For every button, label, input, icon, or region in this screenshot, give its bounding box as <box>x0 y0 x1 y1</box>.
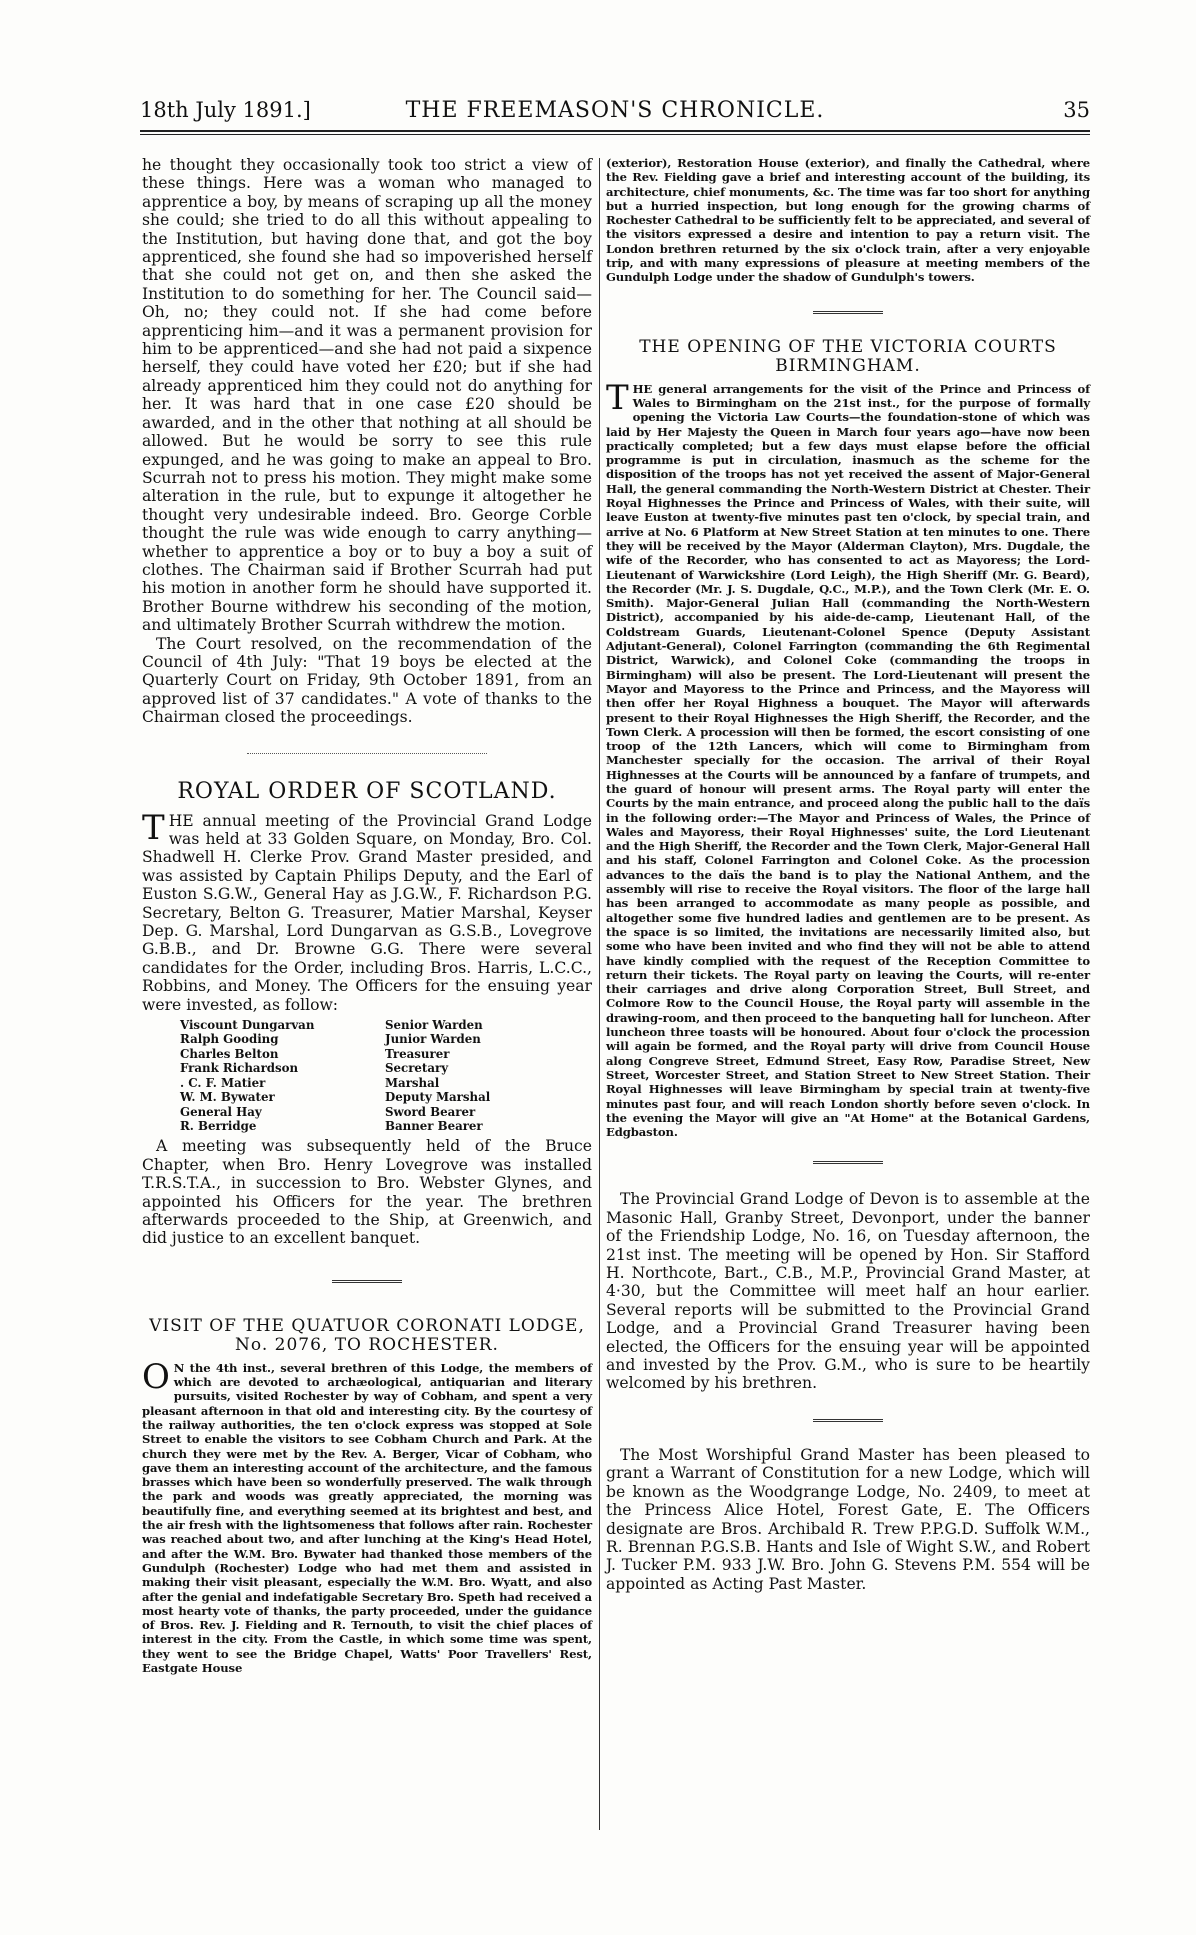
royal-order-paragraph <box>142 807 592 1014</box>
devon-paragraph: The Provincial Grand Lodge of Devon is to assemble at the Masonic Hall, Granby Street, Devonport, under the banner of the Friendship Lodge, No. 16, on Tuesday afternoon, the 21st inst. The meeting will be opened by Hon. Sir Stafford H. Northcote, Bart., C.B., M.P., Provincial Grand Master, at 4·30, but the Committee will meet half an hour earlier. Several reports will be submitted to the Provincial Grand Lodge, and a Provincial Grand Treasurer having been elected, the Officers for the ensuing year will be appointed and invested by the Prov. G.M., who is sure to be heartily welcomed by his brethren. <box>606 1190 1090 1393</box>
quatuor-continued-paragraph: (exterior), Restoration House (exterior), and finally the Cathedral, where the Rev. Fielding gave a brief and interesting account of the building, its architecture, chief monuments, &c. The time was far too short for anything but a hurried inspection, but long enough for the growing charms of Rochester Cathedral to be sufficiently felt to be appreciated, and several of the visitors expressed a desire and intention to pay a return visit. The London brethren returned by the six o'clock train, after a very enjoyable trip, and with many expressions of pleasure at meeting members of the Gundulph Lodge under the shadow of Gundulph's towers. <box>606 156 1090 285</box>
column-divider <box>599 158 600 1830</box>
right-column <box>606 156 1090 1593</box>
issue-date: 18th July 1891.] <box>140 98 311 122</box>
dropcap-letter: O <box>142 1356 170 1397</box>
officer-row <box>180 1047 560 1061</box>
dropcap-letter: T <box>606 377 629 418</box>
officer-name: Charles Belton <box>180 1046 279 1061</box>
quatuor-paragraph <box>142 1356 592 1676</box>
left-column <box>142 156 592 1675</box>
page-header <box>140 98 1090 130</box>
royal-order-text: HE annual meeting of the Provincial Grand Lodge was held at 33 Golden Square, on Monday, Bro. Col. Shadwell H. Clerke Prov. Grand Master presided, and was assisted by Captain Philips Deputy, and the Earl of Euston S.G.W., General Hay as J.G.W., F. Richardson P.G. Secretary, Belton G. Treasurer, Matier Marshal, Keyser Dep. G. Marshal, Lord Dungarvan as G.S.B., Lovegrove G.B.B., and Dr. Browne G.G. There were several candidates for the Order, including Bros. Harris, L.C.C., Robbins, and Money. The Officers for the ensuing year were invested, as follow: <box>142 811 592 1014</box>
officer-row <box>180 1032 560 1046</box>
publication-title: THE FREEMASON'S CHRONICLE. <box>405 98 825 123</box>
officer-name: Ralph Gooding <box>180 1032 279 1047</box>
court-paragraph: The Court resolved, on the recommendation of the Council of 4th July: "That 19 boys be elected at the Quarterly Court on Friday, 9th October 1891, from an approved list of 37 candidates." A vote of thanks to the Chairman closed the proceedings. <box>142 634 592 727</box>
officer-office: Junior Warden <box>385 1032 481 1047</box>
quatuor-heading-line2: No. 2076, TO ROCHESTER. <box>235 1334 499 1355</box>
officer-office: Marshal <box>385 1075 440 1090</box>
officer-name: Viscount Dungarvan <box>180 1018 315 1033</box>
royal-order-heading: ROYAL ORDER OF SCOTLAND. <box>177 778 557 804</box>
page-number: 35 <box>1063 98 1090 122</box>
officer-row <box>180 1076 560 1090</box>
officer-office: Banner Bearer <box>385 1118 483 1133</box>
officer-office: Treasurer <box>385 1046 450 1061</box>
officer-name: . C. F. Matier <box>180 1075 266 1090</box>
woodgrange-paragraph: The Most Worshipful Grand Master has been pleased to grant a Warrant of Constitution for a new Lodge, which will be known as the Woodgrange Lodge, No. 2409, to meet at the Princess Alice Hotel, Forest Gate, E. The Officers designate are Bros. Archibald R. Trew P.P.G.D. Suffolk W.M., R. Brennan P.G.S.B. Hants and Isle of Wight S.W., and Robert J. Tucker P.M. 933 J.W. Bro. John G. Stevens P.M. 554 will be appointed as Acting Past Master. <box>606 1445 1090 1593</box>
officer-name: W. M. Bywater <box>180 1090 275 1105</box>
officer-row <box>180 1061 560 1075</box>
officer-office: Secretary <box>385 1061 449 1076</box>
victoria-heading-line2: BIRMINGHAM. <box>775 355 921 376</box>
victoria-text: HE general arrangements for the visit of the Prince and Princess of Wales to Birmingham on the 21st inst., for the purpose of formally opening the Victoria Law Courts—the foundation-stone of which was laid by Her Majesty the Queen in March four years ago—have now been practically completed; but a few days must elapse before the official programme is put in circulation, inasmuch as the scheme for the disposition of the troops has not yet received the assent of Major-General Hall, the general commanding the North-Western District at Chester. Their Royal Highnesses the Prince and Princess of Wales, with their suite, will leave Euston at twenty-five minutes past ten o'clock, by special train, and arrive at No. 6 Platform at New Street Station at ten minutes to one. There they will be received by the Mayor (Alderman Clayton), Mrs. Dugdale, the wife of the Recorder, who has consented to act as Mayoress; the Lord-Lieutenant of Warwickshire (Lord Leigh), the High Sheriff (Mr. G. Beard), the Recorder (Mr. J. S. Dugdale, Q.C., M.P.), and the Town Clerk (Mr. E. O. Smith). Major-General Julian Hall (commanding the North-Western District), accompanied by his aide-de-camp, Lieutenant Hall, of the Coldstream Guards, Lieutenant-Colonel Spence (Deputy Assistant Adjutant-General), Colonel Farrington (commanding the 6th Regimental District, Warwick), and Colonel Coke (commanding the troops in Birmingham) will also be present. The Lord-Lieutenant will present the Mayor and Mayoress to the Prince and Princess, and the Mayoress will then offer her Royal Highness a bouquet. The Mayor will afterwards present to their Royal Highnesses the High Sheriff, the Recorder, and the Town Clerk. A procession will then be formed, the escort consisting of one troop of the 12th Lancers, which will come to Birmingham from Manchester specially for the occasion. The arrival of their Royal Highnesses at the Courts will be announced by a fanfare of trumpets, and the guard of honour will present arms. The Royal party will enter the Courts by the main entrance, and proceed along the public hall to the daïs in the following order:—The Mayor and Princess of Wales, the Prince of Wales and Mayoress, their Royal Highnesses' suite, the Lord Lieutenant and the High Sheriff, the Recorder and the Town Clerk, Major-General Hall and his staff, Colonel Farrington and Colonel Coke. As the procession advances to the daïs the band is to play the National Anthem, and the assembly will rise to receive the Royal visitors. The floor of the large hall has been arranged to accommodate as many people as possible, and altogether some five hundred ladies and gentlemen are to be present. As the space is so limited, the invitations are necessarily limited also, but some who have been invited and who find they will not be able to attend have kindly complied with the request of the Reception Committee to return their tickets. The Royal party on leaving the Courts, will re-enter their carriages and drive along Corporation Street, Bull Street, and Colmore Row to the Council House, the Royal party will assemble in the drawing-room, and then proceed to the banqueting hall for luncheon. After luncheon three toasts will be honoured. About four o'clock the procession will again be formed, and the Royal party will drive from Council House along Congreve Street, Edmund Street, Easy Row, Paradise Street, New Street, Worcester Street, and Station Street to New Street Station. Their Royal Highnesses will leave Birmingham by special train at twenty-five minutes past four, and will reach London shortly before seven o'clock. In the evening the Mayor will give an "At Home" at the Botanical Gardens, Edgbaston. <box>606 381 1090 1140</box>
officers-table <box>180 1018 560 1133</box>
bruce-chapter-paragraph: A meeting was subsequently held of the Bruce Chapter, when Bro. Henry Lovegrove was installed T.R.S.T.A., in succession to Bro. Webster Glynes, and appointed his Officers for the year. The brethren afterwards proceeded to the Ship, at Greenwich, and did justice to an excellent banquet. <box>142 1137 592 1248</box>
intro-paragraph: he thought they occasionally took too strict a view of these things. Here was a woman who managed to apprentice a boy, by means of scraping up all the money she could; she tried to do all this without appealing to the Institution, but having done that, and got the boy apprenticed, she found she had so impoverished herself that she could not get on, and then she asked the Institution to do something for her. The Council said—Oh, no; they could not. If she had come before apprenticing him—and it was a permanent provision for him to be apprenticed—and she had not paid a sixpence herself, they could have voted her £20; but if she had already apprenticed him they could not do anything for her. It was hard that in one case £20 should be awarded, and in the other that nothing at all should be allowed. But he would be sorry to see this rule expunged, and he was going to make an appeal to Bro. Scurrah not to press his motion. They might make some alteration in the rule, but to expunge it altogether he thought very undesirable indeed. Bro. George Corble thought the rule was wide enough to carry anything—whether to apprentice a boy or to buy a boy a suit of clothes. The Chairman said if Brother Scurrah had put his motion in another form he should have supported it. Brother Bourne withdrew his seconding of the motion, and ultimately Brother Scurrah withdrew the motion. <box>142 156 592 635</box>
header-rule <box>140 130 1090 135</box>
quatuor-heading-line1: VISIT OF THE QUATUOR CORONATI LODGE, <box>149 1315 585 1336</box>
officer-name: General Hay <box>180 1104 262 1119</box>
dropcap-letter: T <box>142 807 165 848</box>
quatuor-text: N the 4th inst., several brethren of this Lodge, the members of which are devoted to archæological, antiquarian and literary pursuits, visited Rochester by way of Cobham, and spent a very pleasant afternoon in that old and interesting city. By the courtesy of the railway authorities, the ten o'clock express was stopped at Sole Street to enable the visitors to see Cobham Church and Park. At the church they were met by the Rev. A. Berger, Vicar of Cobham, who gave them an interesting account of the architecture, and the famous brasses which have been so wonderfully preserved. The walk through the park and woods was greatly appreciated, the morning was beautifully fine, and everything seemed at its brightest and best, and the air fresh with the lightsomeness that follows after rain. Rochester was reached about two, and after lunching at the King's Head Hotel, and after the W.M. Bro. Bywater had thanked those members of the Gundulph (Rochester) Lodge who had met them and assisted in making their visit pleasant, especially the W.M. Bro. Wyatt, and also after the genial and indefatigable Secretary Bro. Speth had received a most hearty vote of thanks, the party proceeded, under the guidance of Bros. Rev. J. Fielding and R. Ternouth, to visit the chief places of interest in the city. From the Castle, in which some time was spent, they went to see the Bridge Chapel, Watts' Poor Travellers' Rest, Eastgate House <box>142 1360 592 1675</box>
victoria-heading-line1: THE OPENING OF THE VICTORIA COURTS <box>639 336 1057 357</box>
officer-row <box>180 1119 560 1133</box>
victoria-paragraph <box>606 377 1090 1140</box>
officer-name: Frank Richardson <box>180 1061 299 1076</box>
officer-row <box>180 1018 560 1032</box>
officer-office: Sword Bearer <box>385 1104 476 1119</box>
officer-office: Deputy Marshal <box>385 1090 491 1105</box>
officer-row <box>180 1105 560 1119</box>
officer-office: Senior Warden <box>385 1018 483 1033</box>
officer-name: R. Berridge <box>180 1118 257 1133</box>
officer-row <box>180 1090 560 1104</box>
